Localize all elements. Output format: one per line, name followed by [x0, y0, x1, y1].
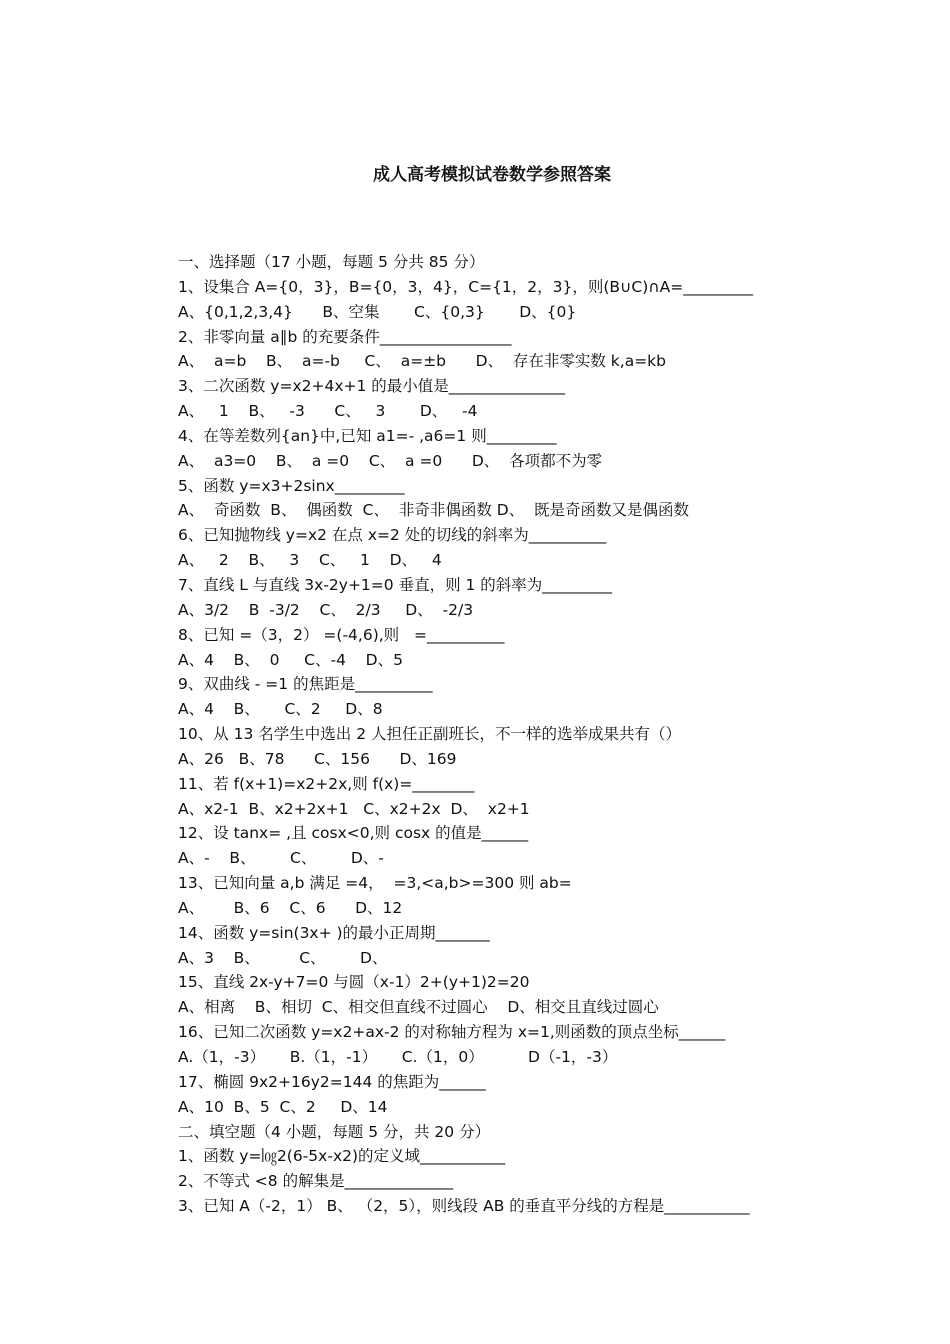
content-line: A、- B、 C、 D、- [178, 849, 384, 868]
content-line: A、3/2 B -3/2 C、 2/3 D、 -2/3 [178, 600, 474, 619]
content-line: 7、直线 L 与直线 3x-2y+1=0 垂直，则 1 的斜率为_________ [178, 575, 613, 594]
content-line: A、3 B、 C、 D、 [178, 948, 388, 967]
content-line: A、 2 B、 3 C、 1 D、 4 [178, 551, 442, 570]
content-line: A、x2-1 B、x2+2x+1 C、x2+2x D、 x2+1 [178, 799, 530, 818]
content-line: A、10 B、5 C、2 D、14 [178, 1097, 388, 1116]
content-line: 12、设 tanx= ,且 cosx<0,则 cosx 的值是______ [178, 824, 529, 843]
content-line: A、4 B、 C、2 D、8 [178, 700, 383, 719]
content-line: A、26 B、78 C、156 D、169 [178, 749, 457, 768]
content-line: 9、双曲线 - =1 的焦距是__________ [178, 675, 433, 694]
content-line: 2、非零向量 a∥b 的充要条件_________________ [178, 327, 512, 346]
content-line: 13、已知向量 a,b 满足 =4， =3,<a,b>=300 则 ab= [178, 874, 572, 893]
content-line: A、 1 B、 -3 C、 3 D、 -4 [178, 402, 478, 421]
content-line: 10、从 13 名学生中选出 2 人担任正副班长，不一样的选举成果共有（） [178, 725, 682, 744]
content-line: 1、函数 y=㏒2(6-5x-x2)的定义域___________ [178, 1147, 506, 1166]
content-line: 3、二次函数 y=x2+4x+1 的最小值是_______________ [178, 377, 566, 396]
content-line: 15、直线 2x-y+7=0 与圆（x-1）2+(y+1)2=20 [178, 973, 530, 992]
content-line: 8、已知 =（3，2） =(-4,6),则 =__________ [178, 625, 505, 644]
content-line: 一、选择题（17 小题，每题 5 分共 85 分） [178, 253, 485, 271]
content-line: A、 a3=0 B、 a =0 C、 a =0 D、 各项都不为零 [178, 451, 603, 470]
content-line: A.（1，-3） B.（1，-1） C.（1，0） D（-1，-3） [178, 1048, 618, 1066]
content-line: A、相离 B、相切 C、相交但直线不过圆心 D、相交且直线过圆心 [178, 998, 659, 1017]
content-line: A、 B、6 C、6 D、12 [178, 898, 403, 917]
content-line: 3、已知 A（-2，1） B、 （2，5），则线段 AB 的垂直平分线的方程是___________ [178, 1197, 750, 1216]
content-line: 6、已知抛物线 y=x2 在点 x=2 处的切线的斜率为__________ [178, 526, 607, 545]
page-title: 成人高考模拟试卷数学参照答案 [373, 165, 611, 185]
content-line: 5、函数 y=x3+2sinx_________ [178, 476, 405, 495]
content-line: 16、已知二次函数 y=x2+ax-2 的对称轴方程为 x=1,则函数的顶点坐标______ [178, 1023, 726, 1042]
content-line: 4、在等差数列{an}中,已知 a1=- ,a6=1 则_________ [178, 426, 557, 445]
content-line: 2、不等式 <8 的解集是______________ [178, 1172, 454, 1191]
content-line: 1、设集合 A={0，3}，B={0，3，4}，C={1，2，3}，则(B∪C)∩A=_________ [178, 277, 753, 296]
content-line: A、4 B、 0 C、-4 D、5 [178, 650, 403, 669]
content-line: A、{0,1,2,3,4} B、空集 C、{0,3} D、{0} [178, 302, 577, 321]
exam-content [178, 250, 878, 1219]
content-line: 14、函数 y=sin(3x+ )的最小正周期_______ [178, 923, 490, 942]
content-line: 11、若 f(x+1)=x2+2x,则 f(x)=________ [178, 774, 475, 793]
content-line: 17、椭圆 9x2+16y2=144 的焦距为______ [178, 1072, 486, 1091]
content-line: 二、填空题（4 小题，每题 5 分，共 20 分） [178, 1122, 491, 1141]
content-line: A、 奇函数 B、 偶函数 C、 非奇非偶函数 D、 既是奇函数又是偶函数 [178, 501, 690, 520]
content-line: A、 a=b B、 a=-b C、 a=±b D、 存在非零实数 k,a=kb [178, 352, 667, 371]
